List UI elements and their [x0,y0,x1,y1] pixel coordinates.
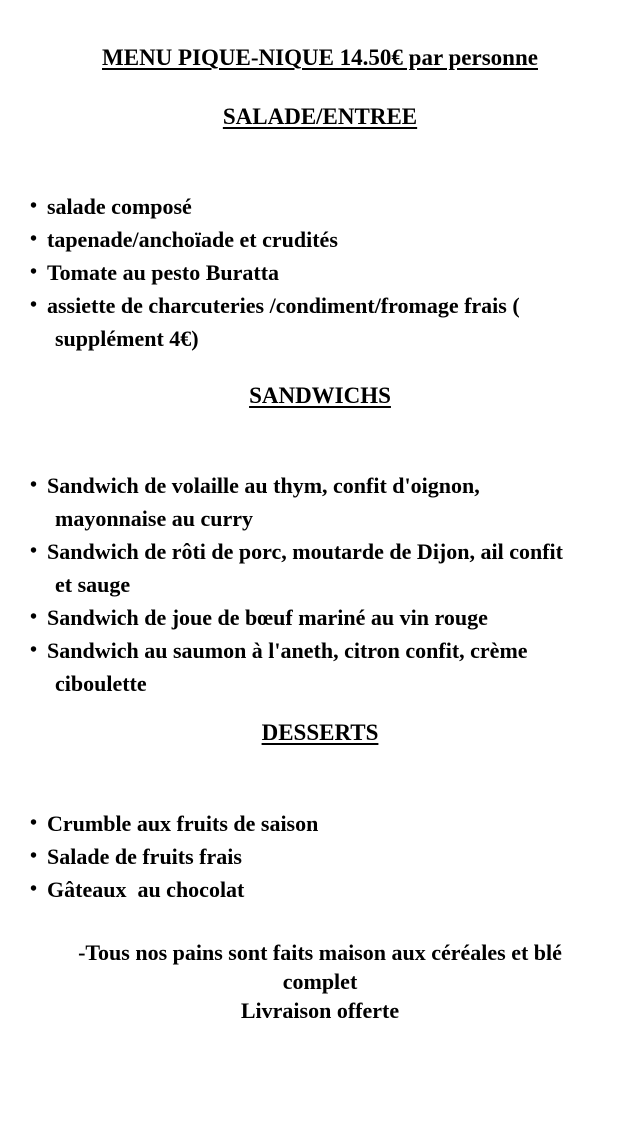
section-heading-sandwichs: SANDWICHS [249,383,391,408]
bullet-icon: • [30,540,38,562]
list-item [0,469,640,535]
bullet-icon: • [30,606,38,628]
item-text: Sandwich de joue de bœuf mariné au vin rouge [47,605,488,630]
item-text: Sandwich de rôti de porc, moutarde de Dijon, ail confit [47,539,563,564]
list-item [0,190,640,223]
list-item [0,840,640,873]
item-text: Salade de fruits frais [47,844,242,869]
item-text: Sandwich au saumon à l'aneth, citron confit, crème [47,638,528,663]
list-item [0,634,640,700]
item-text-continued: ciboulette [55,671,147,696]
bullet-icon: • [30,195,38,217]
footer-delivery-note: Livraison offerte [240,998,400,1023]
item-text: Sandwich de volaille au thym, confit d'oignon, [47,473,480,498]
item-text: tapenade/anchoïade et crudités [47,227,338,252]
sandwichs-list [0,469,640,700]
item-text: salade composé [47,194,192,219]
bullet-icon: • [30,639,38,661]
footer-note [0,938,640,1025]
item-text: Crumble aux fruits de saison [47,811,319,836]
footer-bread-note-continued: complet [282,969,358,994]
bullet-icon: • [30,878,38,900]
item-text: Gâteaux au chocolat [47,877,245,902]
bullet-icon: • [30,845,38,867]
list-item [0,873,640,906]
item-text: Tomate au pesto Buratta [47,260,280,285]
item-text-continued: et sauge [55,572,131,597]
list-item [0,601,640,634]
footer-bread-note: -Tous nos pains sont faits maison aux céréales et blé [78,940,562,965]
bullet-icon: • [30,228,38,250]
section-heading-salade-entree: SALADE/ENTREE [222,104,418,129]
desserts-list [0,807,640,906]
item-text: assiette de charcuteries /condiment/fromage frais ( [47,293,520,318]
list-item [0,223,640,256]
item-text-continued: mayonnaise au curry [55,506,253,531]
bullet-icon: • [30,812,38,834]
menu-title: MENU PIQUE-NIQUE 14.50€ par personne [102,45,538,70]
list-item [0,256,640,289]
bullet-icon: • [30,474,38,496]
bullet-icon: • [30,294,38,316]
bullet-icon: • [30,261,38,283]
list-item [0,535,640,601]
section-heading-desserts: DESSERTS [261,720,379,745]
item-text-continued: supplément 4€) [55,326,199,351]
list-item [0,807,640,840]
list-item [0,289,640,355]
salade-entree-list [0,190,640,355]
